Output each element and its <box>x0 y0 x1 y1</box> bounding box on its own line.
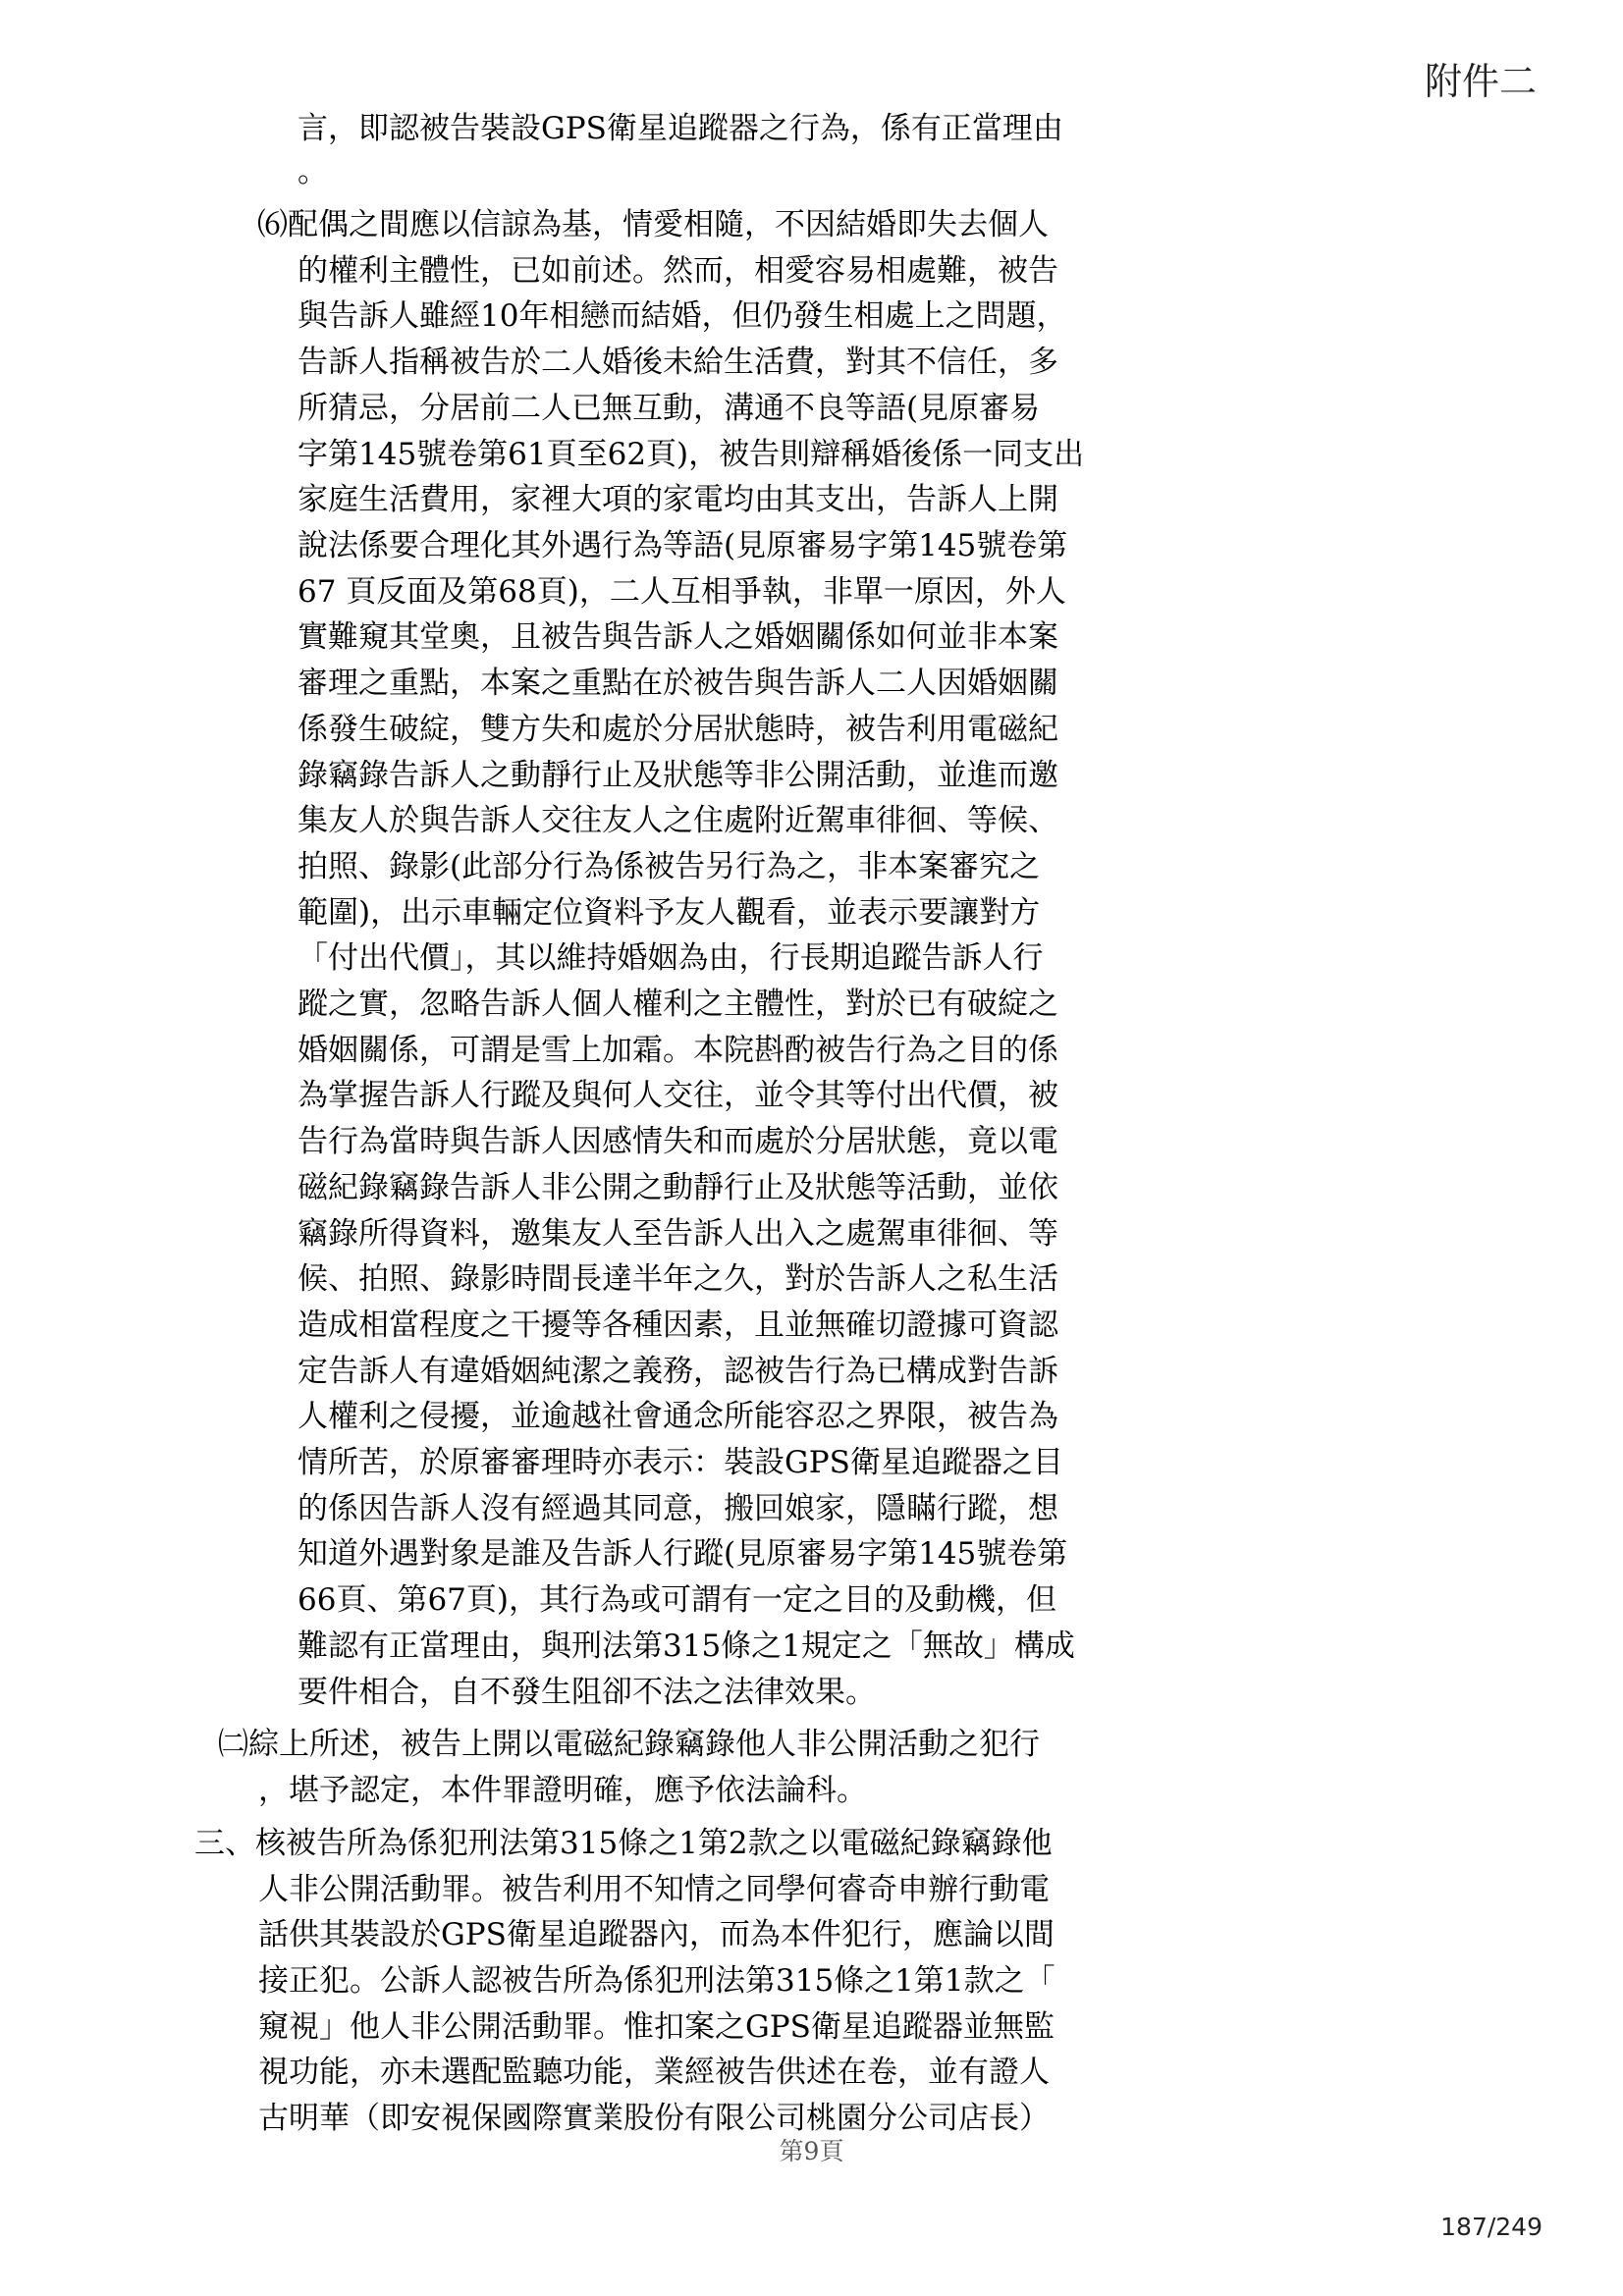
text-line: 情所苦，於原審審理時亦表示：裝設GPS衛星追蹤器之目 <box>298 1445 1063 1480</box>
text-line: 告行為當時與告訴人因感情失和而處於分居狀態，竟以電 <box>298 1124 1058 1159</box>
text-line: 人權利之侵擾，並逾越社會通念所能容忍之界限，被告為 <box>298 1399 1058 1434</box>
text-line: 67 頁反面及第68頁)，二人互相爭執，非單一原因，外人 <box>298 574 1066 610</box>
text-line: 視功能，亦未選配監聽功能，業經被告供述在卷，並有證人 <box>258 2055 1050 2090</box>
text-line: 候、拍照、錄影時間長達半年之久，對於告訴人之私生活 <box>298 1261 1058 1297</box>
text-line: 接正犯。公訴人認被告所為係犯刑法第315條之1第1款之「 <box>258 1963 1055 1999</box>
text-line: 難認有正當理由，與刑法第315條之1規定之「無故」構成 <box>298 1629 1075 1664</box>
text-line: ，堪予認定，本件罪證明確，應予依法論科。 <box>258 1773 867 1808</box>
text-line: 古明華（即安視保國際實業股份有限公司桃園分公司店長） <box>258 2101 1050 2136</box>
text-line: 為掌握告訴人行蹤及與何人交往，並令其等付出代價，被 <box>298 1078 1058 1113</box>
text-line: 係發生破綻，雙方失和處於分居狀態時，被告利用電磁紀 <box>298 712 1058 747</box>
text-line: 拍照、錄影(此部分行為係被告另行為之，非本案審究之 <box>298 849 1041 884</box>
text-line: 的權利主體性，已如前述。然而，相愛容易相處難，被告 <box>298 253 1058 289</box>
attachment-label: 附件二 <box>1424 60 1537 103</box>
text-line: 言，即認被告裝設GPS衛星追蹤器之行為，係有正當理由 <box>298 111 1063 146</box>
text-line: 三、核被告所為係犯刑法第315條之1第2款之以電磁紀錄竊錄他 <box>194 1826 1053 1861</box>
text-line: 。 <box>298 154 328 189</box>
text-line: 錄竊錄告訴人之動靜行止及狀態等非公開活動，並進而邀 <box>298 758 1058 793</box>
text-line: 窺視」他人非公開活動罪。惟扣案之GPS衛星追蹤器並無監 <box>258 2009 1055 2045</box>
text-line: 蹤之實，忽略告訴人個人權利之主體性，對於已有破綻之 <box>298 987 1058 1022</box>
text-line: 竊錄所得資料，邀集友人至告訴人出入之處駕車徘徊、等 <box>298 1216 1058 1252</box>
text-line: 集友人於與告訴人交往友人之住處附近駕車徘徊、等候、 <box>298 803 1058 838</box>
text-line: 所猜忌，分居前二人已無互動，溝通不良等語(見原審易 <box>298 391 1041 426</box>
text-line: 要件相合，自不發生阻卻不法之法律效果。 <box>298 1675 876 1710</box>
text-line: 「付出代價」，其以維持婚姻為由，行長期追蹤告訴人行 <box>298 940 1044 976</box>
text-line: 磁紀錄竊錄告訴人非公開之動靜行止及狀態等活動，並依 <box>298 1170 1058 1205</box>
text-line: 範圍)，出示車輛定位資料予友人觀看，並表示要讓對方 <box>298 895 1041 931</box>
text-line: 實難窺其堂奧，且被告與告訴人之婚姻關係如何並非本案 <box>298 619 1058 655</box>
text-line: 與告訴人雖經10年相戀而結婚，但仍發生相處上之問題， <box>298 298 1067 334</box>
text-line: 話供其裝設於GPS衛星追蹤器內，而為本件犯行，應論以間 <box>258 1917 1055 1952</box>
text-line: ⑹配偶之間應以信諒為基，情愛相隨，不因結婚即失去個人 <box>257 207 1049 242</box>
text-line: 知道外遇對象是誰及告訴人行蹤(見原審易字第145號卷第 <box>298 1536 1068 1572</box>
text-line: 66頁、第67頁)，其行為或可謂有一定之目的及動機，但 <box>298 1582 1056 1618</box>
page-counter: 187/249 <box>1440 2213 1542 2241</box>
text-line: 家庭生活費用，家裡大項的家電均由其支出，告訴人上開 <box>298 482 1058 517</box>
text-line: 字第145號卷第61頁至62頁)，被告則辯稱婚後係一同支出 <box>298 437 1085 472</box>
text-line: 人非公開活動罪。被告利用不知情之同學何睿奇申辦行動電 <box>258 1872 1050 1907</box>
text-line: 婚姻關係，可謂是雪上加霜。本院斟酌被告行為之目的係 <box>298 1033 1058 1068</box>
text-line: 定告訴人有違婚姻純潔之義務，認被告行為已構成對告訴 <box>298 1354 1058 1389</box>
page-number: 第9頁 <box>779 2137 844 2165</box>
text-line: 說法係要合理化其外遇行為等語(見原審易字第145號卷第 <box>298 528 1068 563</box>
text-line: 告訴人指稱被告於二人婚後未給生活費，對其不信任，多 <box>298 345 1058 380</box>
text-line: 造成相當程度之干擾等各種因素，且並無確切證據可資認 <box>298 1308 1058 1343</box>
text-line: 審理之重點，本案之重點在於被告與告訴人二人因婚姻關 <box>298 666 1058 701</box>
text-line: ㈡綜上所述，被告上開以電磁紀錄竊錄他人非公開活動之犯行 <box>218 1727 1040 1762</box>
text-line: 的係因告訴人沒有經過其同意，搬回娘家，隱瞞行蹤，想 <box>298 1491 1058 1526</box>
